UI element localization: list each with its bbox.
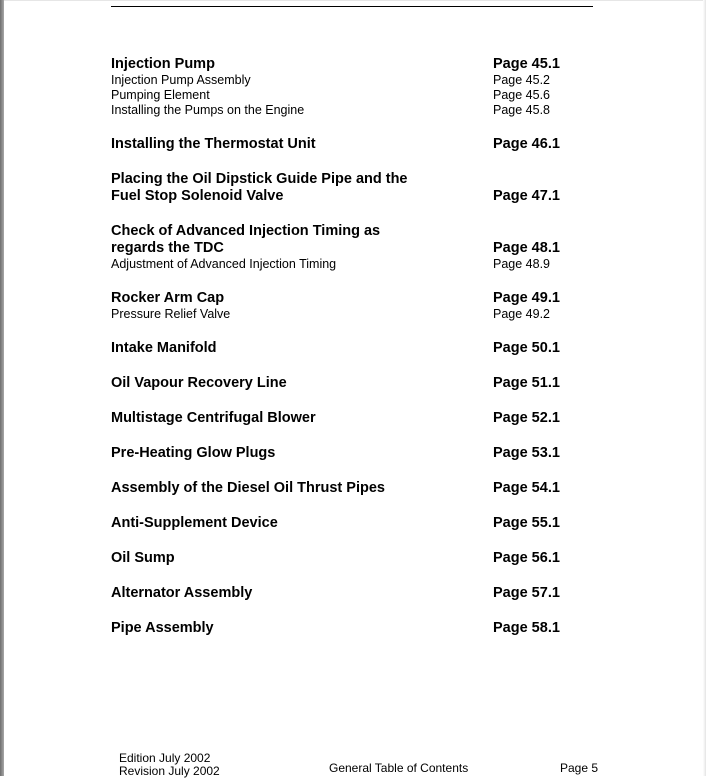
toc-entry-titles [111,515,471,532]
toc-entry-titles [111,223,471,272]
toc-entry-titles [111,171,471,205]
toc-entry-titles [111,56,471,118]
toc-section-title[interactable]: Alternator Assembly [111,585,253,601]
toc-entry[interactable] [111,445,571,462]
toc-section-page: Page 51.1 [493,375,560,391]
toc-entry-pages [493,136,571,153]
toc-subsection-title[interactable]: Adjustment of Advanced Injection Timing [111,257,337,271]
toc-entry-titles [111,480,471,497]
toc-subsection-page: Page 49.2 [493,307,550,321]
toc-section-page: Page 58.1 [493,620,560,636]
toc-section-title[interactable]: Pipe Assembly [111,620,214,636]
toc-section-title[interactable]: Assembly of the Diesel Oil Thrust Pipes [111,480,385,496]
toc-entry-titles [111,136,471,153]
header-rule [111,6,593,7]
table-of-contents [111,56,571,655]
toc-entry[interactable] [111,410,571,427]
toc-subsection-page: Page 48.9 [493,257,550,271]
toc-entry-pages [493,240,571,272]
footer-edition: Edition July 2002 [119,751,211,765]
toc-entry[interactable] [111,550,571,567]
page-top-edge [4,0,706,1]
toc-entry-pages [493,515,571,532]
toc-entry[interactable] [111,515,571,532]
toc-entry[interactable] [111,480,571,497]
toc-section-page: Page 47.1 [493,188,560,204]
toc-section-title[interactable]: Multistage Centrifugal Blower [111,410,316,426]
toc-subsection-page: Page 45.8 [493,103,550,117]
toc-section-title[interactable]: Oil Sump [111,550,175,566]
toc-section-page: Page 49.1 [493,290,560,306]
toc-subsection-page: Page 45.6 [493,88,550,102]
toc-section-page: Page 57.1 [493,585,560,601]
toc-entry[interactable] [111,585,571,602]
toc-section-page: Page 50.1 [493,340,560,356]
toc-entry-pages [493,188,571,205]
toc-section-title[interactable]: Installing the Thermostat Unit [111,136,316,152]
toc-entry[interactable] [111,136,571,153]
toc-subsection-page: Page 45.2 [493,73,550,87]
toc-entry-titles [111,620,471,637]
footer-page-number: Page 5 [560,761,599,775]
toc-entry-pages [493,340,571,357]
toc-section-page: Page 56.1 [493,550,560,566]
toc-entry-titles [111,410,471,427]
toc-entry[interactable] [111,375,571,392]
toc-section-page: Page 54.1 [493,480,560,496]
toc-section-page: Page 53.1 [493,445,560,461]
toc-entry-pages [493,290,571,322]
toc-section-title[interactable]: Anti-Supplement Device [111,515,278,531]
toc-entry-titles [111,585,471,602]
toc-entry[interactable] [111,171,571,205]
toc-section-title[interactable]: Intake Manifold [111,340,217,356]
toc-entry-pages [493,410,571,427]
toc-entry-pages [493,56,571,118]
toc-entry-pages [493,550,571,567]
toc-entry-pages [493,480,571,497]
toc-entry[interactable] [111,340,571,357]
toc-section-page: Page 55.1 [493,515,560,531]
toc-entry-pages [493,445,571,462]
toc-section-title[interactable]: Pre-Heating Glow Plugs [111,445,276,461]
toc-entry-pages [493,620,571,637]
toc-section-page: Page 48.1 [493,240,560,256]
toc-section-title[interactable]: Injection Pump [111,56,215,72]
toc-entry-titles [111,290,471,322]
toc-section-title[interactable]: Oil Vapour Recovery Line [111,375,287,391]
toc-entry-titles [111,340,471,357]
toc-subsection-title[interactable]: Injection Pump Assembly [111,73,251,87]
toc-subsection-title[interactable]: Pumping Element [111,88,210,102]
toc-entry[interactable] [111,620,571,637]
toc-section-page: Page 45.1 [493,56,560,72]
toc-subsection-title[interactable]: Installing the Pumps on the Engine [111,103,305,117]
toc-section-title[interactable]: Placing the Oil Dipstick Guide Pipe and the Fuel Stop Solenoid Valve [111,171,408,204]
viewer-left-border [0,0,4,776]
toc-entry-titles [111,550,471,567]
footer-revision: Revision July 2002 [119,764,220,778]
toc-section-page: Page 52.1 [493,410,560,426]
toc-entry-pages [493,585,571,602]
toc-entry-titles [111,375,471,392]
toc-entry[interactable] [111,56,571,118]
toc-entry-titles [111,445,471,462]
toc-entry[interactable] [111,290,571,322]
footer-document-title: General Table of Contents [329,761,469,775]
toc-subsection-title[interactable]: Pressure Relief Valve [111,307,231,321]
toc-entry[interactable] [111,223,571,272]
toc-entry-pages [493,375,571,392]
toc-section-page: Page 46.1 [493,136,560,152]
toc-section-title[interactable]: Rocker Arm Cap [111,290,225,306]
toc-section-title[interactable]: Check of Advanced Injection Timing as regards the TDC [111,223,381,256]
